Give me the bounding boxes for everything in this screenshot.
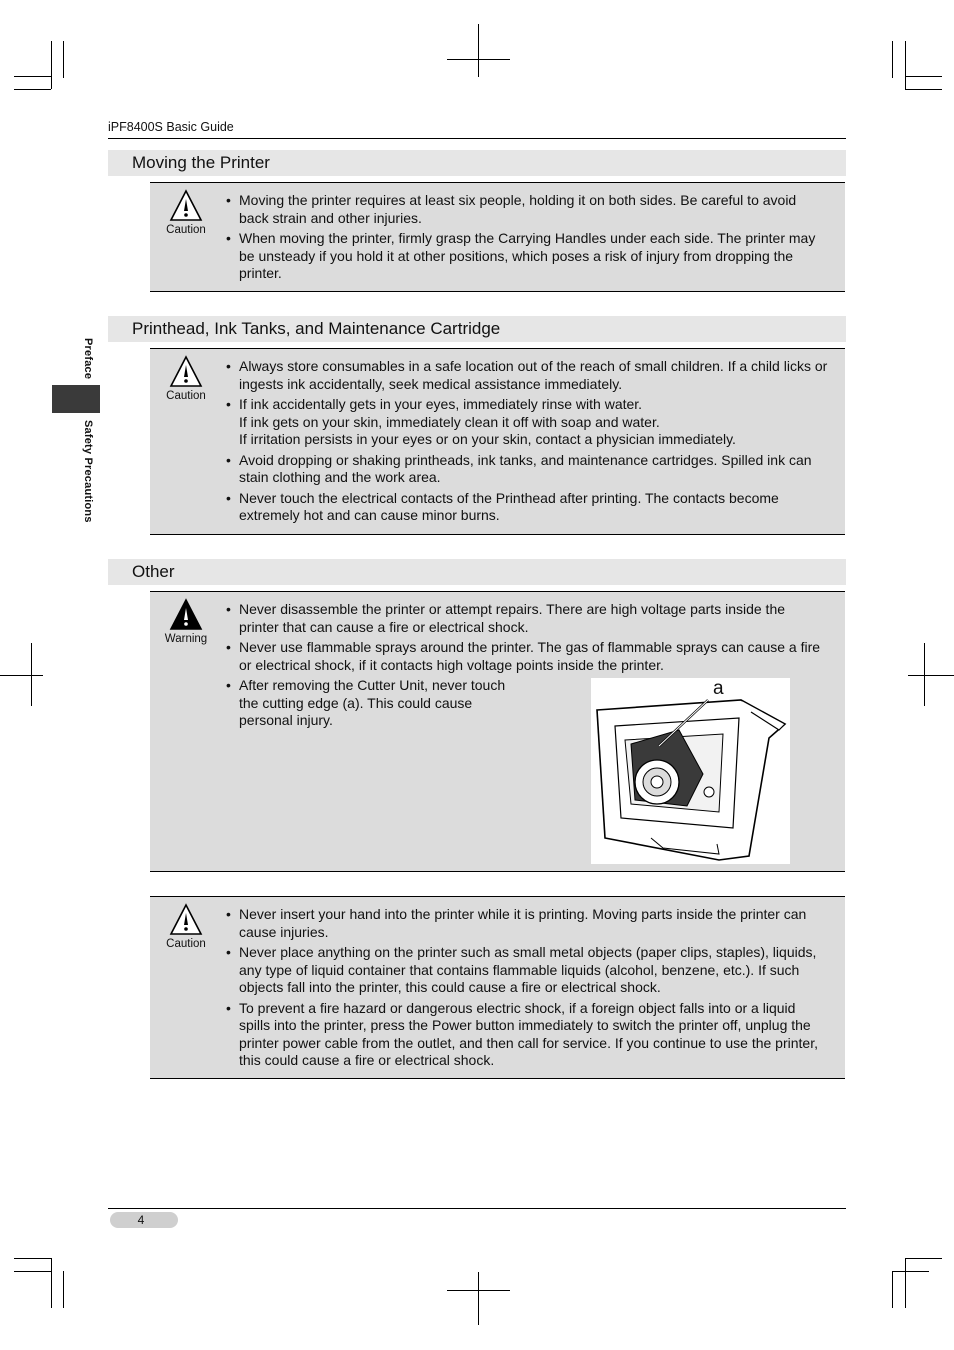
item-text: • Never touch the electrical contacts of the Printhead after printing. The contacts become [239,489,779,506]
warning-badge [158,598,214,645]
caution-badge [158,355,214,402]
caution-box-general [150,896,845,1079]
item-text: spills into the printer, press the Power button immediately to switch the printer off, unplug the [239,1017,811,1033]
item-text: the cutting edge (a). This could cause [239,694,473,711]
bullet-list [224,906,841,1073]
footer-rule [108,1208,846,1209]
item-text: personal injury. [239,712,333,728]
caution-icon [169,355,203,389]
item-text: back strain and other injuries. [239,209,422,226]
list-item [224,1000,841,1070]
side-tab-marker [52,385,100,413]
list-item [224,358,841,393]
item-text: If irritation persists in your eyes or on your skin, contact a physician immediately. [239,431,736,447]
item-text: extremely hot and can cause minor burns. [239,507,500,523]
warning-box-other [150,591,845,872]
caution-label: Caution [166,938,206,950]
item-text: or electrical shock, if it contacts high voltage points inside the printer. [239,656,664,673]
page-number: 4 [110,1212,178,1228]
warning-icon [169,598,203,632]
item-text: ingests ink accidentally, seek medical assistance immediately. [239,375,623,392]
item-text: • To prevent a fire hazard or dangerous electric shock, if a foreign object falls into or a liquid [239,999,796,1016]
caution-box-printhead [150,348,845,535]
item-text: If ink gets on your skin, immediately clean it off with soap and water. [239,413,660,430]
cutter-unit-illustration [591,678,790,864]
caution-icon [169,903,203,937]
item-text: printer power cable from the outlet, and then call for service. If you continue to use the printer, [239,1034,818,1051]
item-text: • Moving the printer requires at least six people, holding it on both sides. Be careful to avoid [239,192,797,208]
item-text: objects fall into the printer, this could cause a fire or electrical shock. [239,979,661,995]
caution-box-moving [150,182,845,292]
item-text: • If ink accidentally gets in your eyes, immediately rinse with water. [239,396,643,412]
caution-label: Caution [166,390,206,402]
section-title-moving: Moving the Printer [108,150,846,176]
running-header [108,120,846,139]
guide-title: iPF8400S Basic Guide [108,120,234,134]
list-item [224,452,841,487]
caution-label: Caution [166,224,206,236]
list-item [224,944,841,997]
bullet-list [224,358,841,528]
section-title-other: Other [108,559,846,585]
cutter-unit-figure [591,678,790,864]
side-tab [52,330,100,530]
caution-badge [158,189,214,236]
list-item [224,396,841,449]
item-text: • Never disassemble the printer or attempt repairs. There are high voltage parts inside the [239,601,786,617]
caution-icon [169,189,203,223]
item-text: • After removing the Cutter Unit, never touch [239,677,506,693]
item-text: any type of liquid container that contains flammable liquids (alcohol, benzene, etc.). If such [239,961,800,978]
list-item [224,490,841,525]
item-text: • When moving the printer, firmly grasp the Carrying Handles under each side. The printer may [239,230,816,246]
section-title-printhead: Printhead, Ink Tanks, and Maintenance Cartridge [108,316,846,342]
item-text: stain clothing and the work area. [239,469,441,485]
list-item [224,192,841,227]
list-item [224,230,841,283]
item-text: printer that can cause a fire or electrical shock. [239,618,529,635]
item-text: cause injuries. [239,923,329,940]
list-item [224,639,841,674]
item-text: • Never place anything on the printer such as small metal objects (paper clips, staples), liquids, [239,944,817,960]
callout-label: a [713,678,724,699]
bullet-list [224,192,841,286]
list-item [224,906,841,941]
item-text: • Avoid dropping or shaking printheads, ink tanks, and maintenance cartridges. Spilled ink can [239,451,812,468]
item-text: printer. [239,265,282,281]
item-text: • Always store consumables in a safe location out of the reach of small children. If a child licks or [239,358,828,374]
list-item [224,601,841,636]
caution-badge [158,903,214,950]
item-text: • Never insert your hand into the printer while it is printing. Moving parts inside the printer can [239,906,807,922]
item-text: this could cause a fire or electrical shock. [239,1052,495,1068]
warning-label: Warning [164,633,208,645]
side-tab-chapter: Preface [82,338,94,380]
item-text: • Never use flammable sprays around the printer. The gas of flammable sprays can cause a fire [239,639,821,655]
item-text: be unsteady if you hold it at other positions, which poses a risk of injury from dropping the [239,247,794,264]
side-tab-section: Safety Precautions [82,420,94,523]
